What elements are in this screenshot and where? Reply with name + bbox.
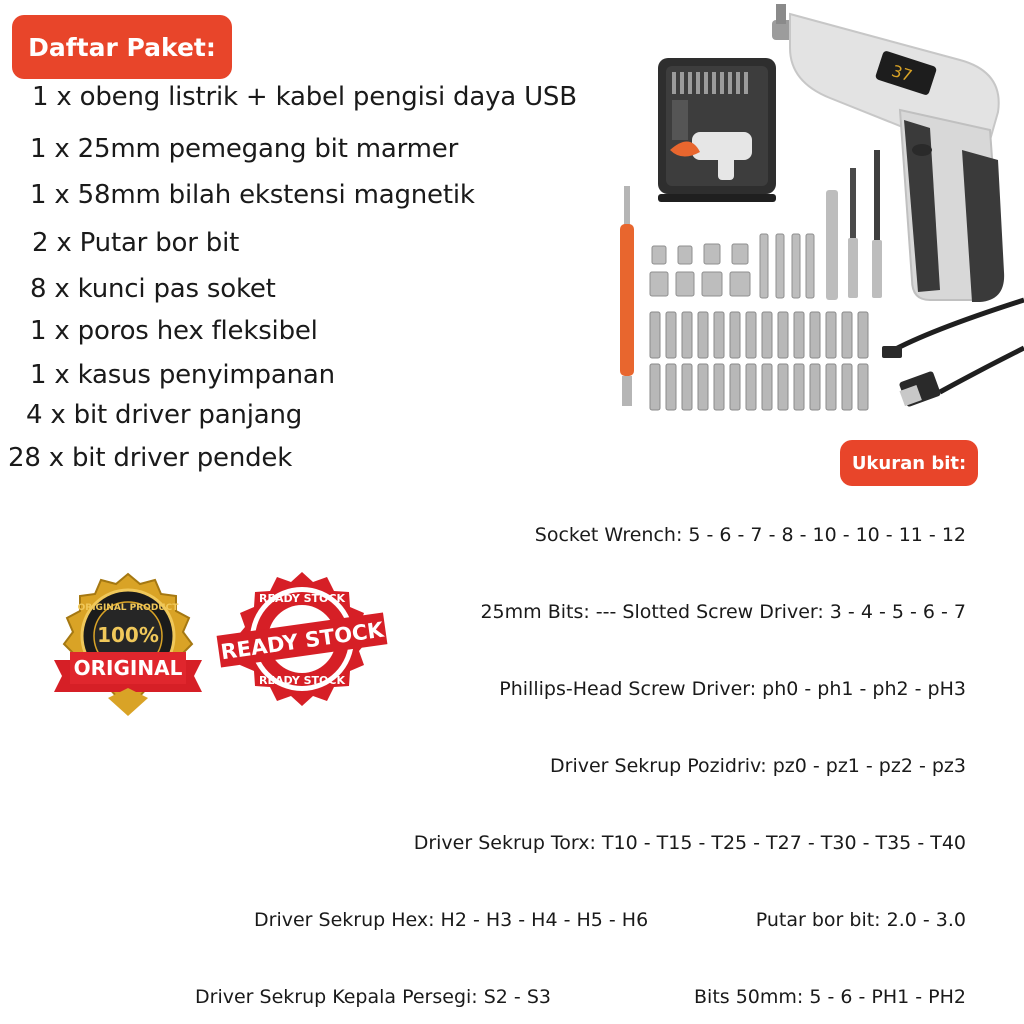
ready-stock-bottom-text: READY STOCK xyxy=(259,674,345,687)
bit-sizes-badge: Ukuran bit: xyxy=(840,440,978,486)
original-product-seal xyxy=(48,570,208,720)
package-item: 1 x kasus penyimpanan xyxy=(30,360,335,390)
ready-stock-center-text: READY STOCK xyxy=(219,617,386,665)
ready-stock-top-text: READY STOCK xyxy=(259,592,345,605)
package-item: 4 x bit driver panjang xyxy=(26,400,303,430)
ready-stock-seal xyxy=(214,570,390,720)
short-bits-image xyxy=(650,312,868,410)
package-item: 1 x 58mm bilah ekstensi magnetik xyxy=(30,180,475,210)
svg-text:37: 37 xyxy=(889,61,915,86)
spec-pozidriv: Driver Sekrup Pozidriv: pz0 - pz1 - pz2 - pz3 xyxy=(550,755,966,777)
spec-bits-50mm: Bits 50mm: 5 - 6 - PH1 - PH2 xyxy=(694,986,966,1008)
flexible-shaft-image xyxy=(620,186,634,406)
usb-cable-image xyxy=(882,300,1024,407)
drill-bits-image xyxy=(826,150,882,300)
package-item: 8 x kunci pas soket xyxy=(30,274,276,304)
storage-case-image xyxy=(658,58,776,202)
package-item: 28 x bit driver pendek xyxy=(8,443,293,473)
package-list-badge: Daftar Paket: xyxy=(12,15,232,79)
spec-drill: Putar bor bit: 2.0 - 3.0 xyxy=(755,909,966,931)
spec-socket-wrench: Socket Wrench: 5 - 6 - 7 - 8 - 10 - 10 - 11 - 12 xyxy=(534,524,966,546)
seal-percent-text: 100% xyxy=(97,623,159,647)
spec-torx: Driver Sekrup Torx: T10 - T15 - T25 - T27 - T30 - T35 - T40 xyxy=(413,832,966,854)
spec-square: Driver Sekrup Kepala Persegi: S2 - S3 xyxy=(195,986,551,1008)
seal-ring-text: ORIGINAL PRODUCT xyxy=(77,603,179,613)
seal-ribbon-text: ORIGINAL xyxy=(73,656,183,680)
package-item: 1 x poros hex fleksibel xyxy=(30,316,318,346)
spec-slotted: 25mm Bits: --- Slotted Screw Driver: 3 - 4 - 5 - 6 - 7 xyxy=(480,601,966,623)
package-item: 1 x 25mm pemegang bit marmer xyxy=(30,134,459,164)
spec-phillips: Phillips-Head Screw Driver: ph0 - ph1 - ph2 - pH3 xyxy=(499,678,966,700)
package-item: 1 x obeng listrik + kabel pengisi daya USB xyxy=(32,82,577,112)
package-item: 2 x Putar bor bit xyxy=(32,228,240,258)
product-photo xyxy=(600,0,1024,420)
socket-wrenches-image xyxy=(650,234,814,298)
spec-hex: Driver Sekrup Hex: H2 - H3 - H4 - H5 - H6 xyxy=(254,909,649,931)
